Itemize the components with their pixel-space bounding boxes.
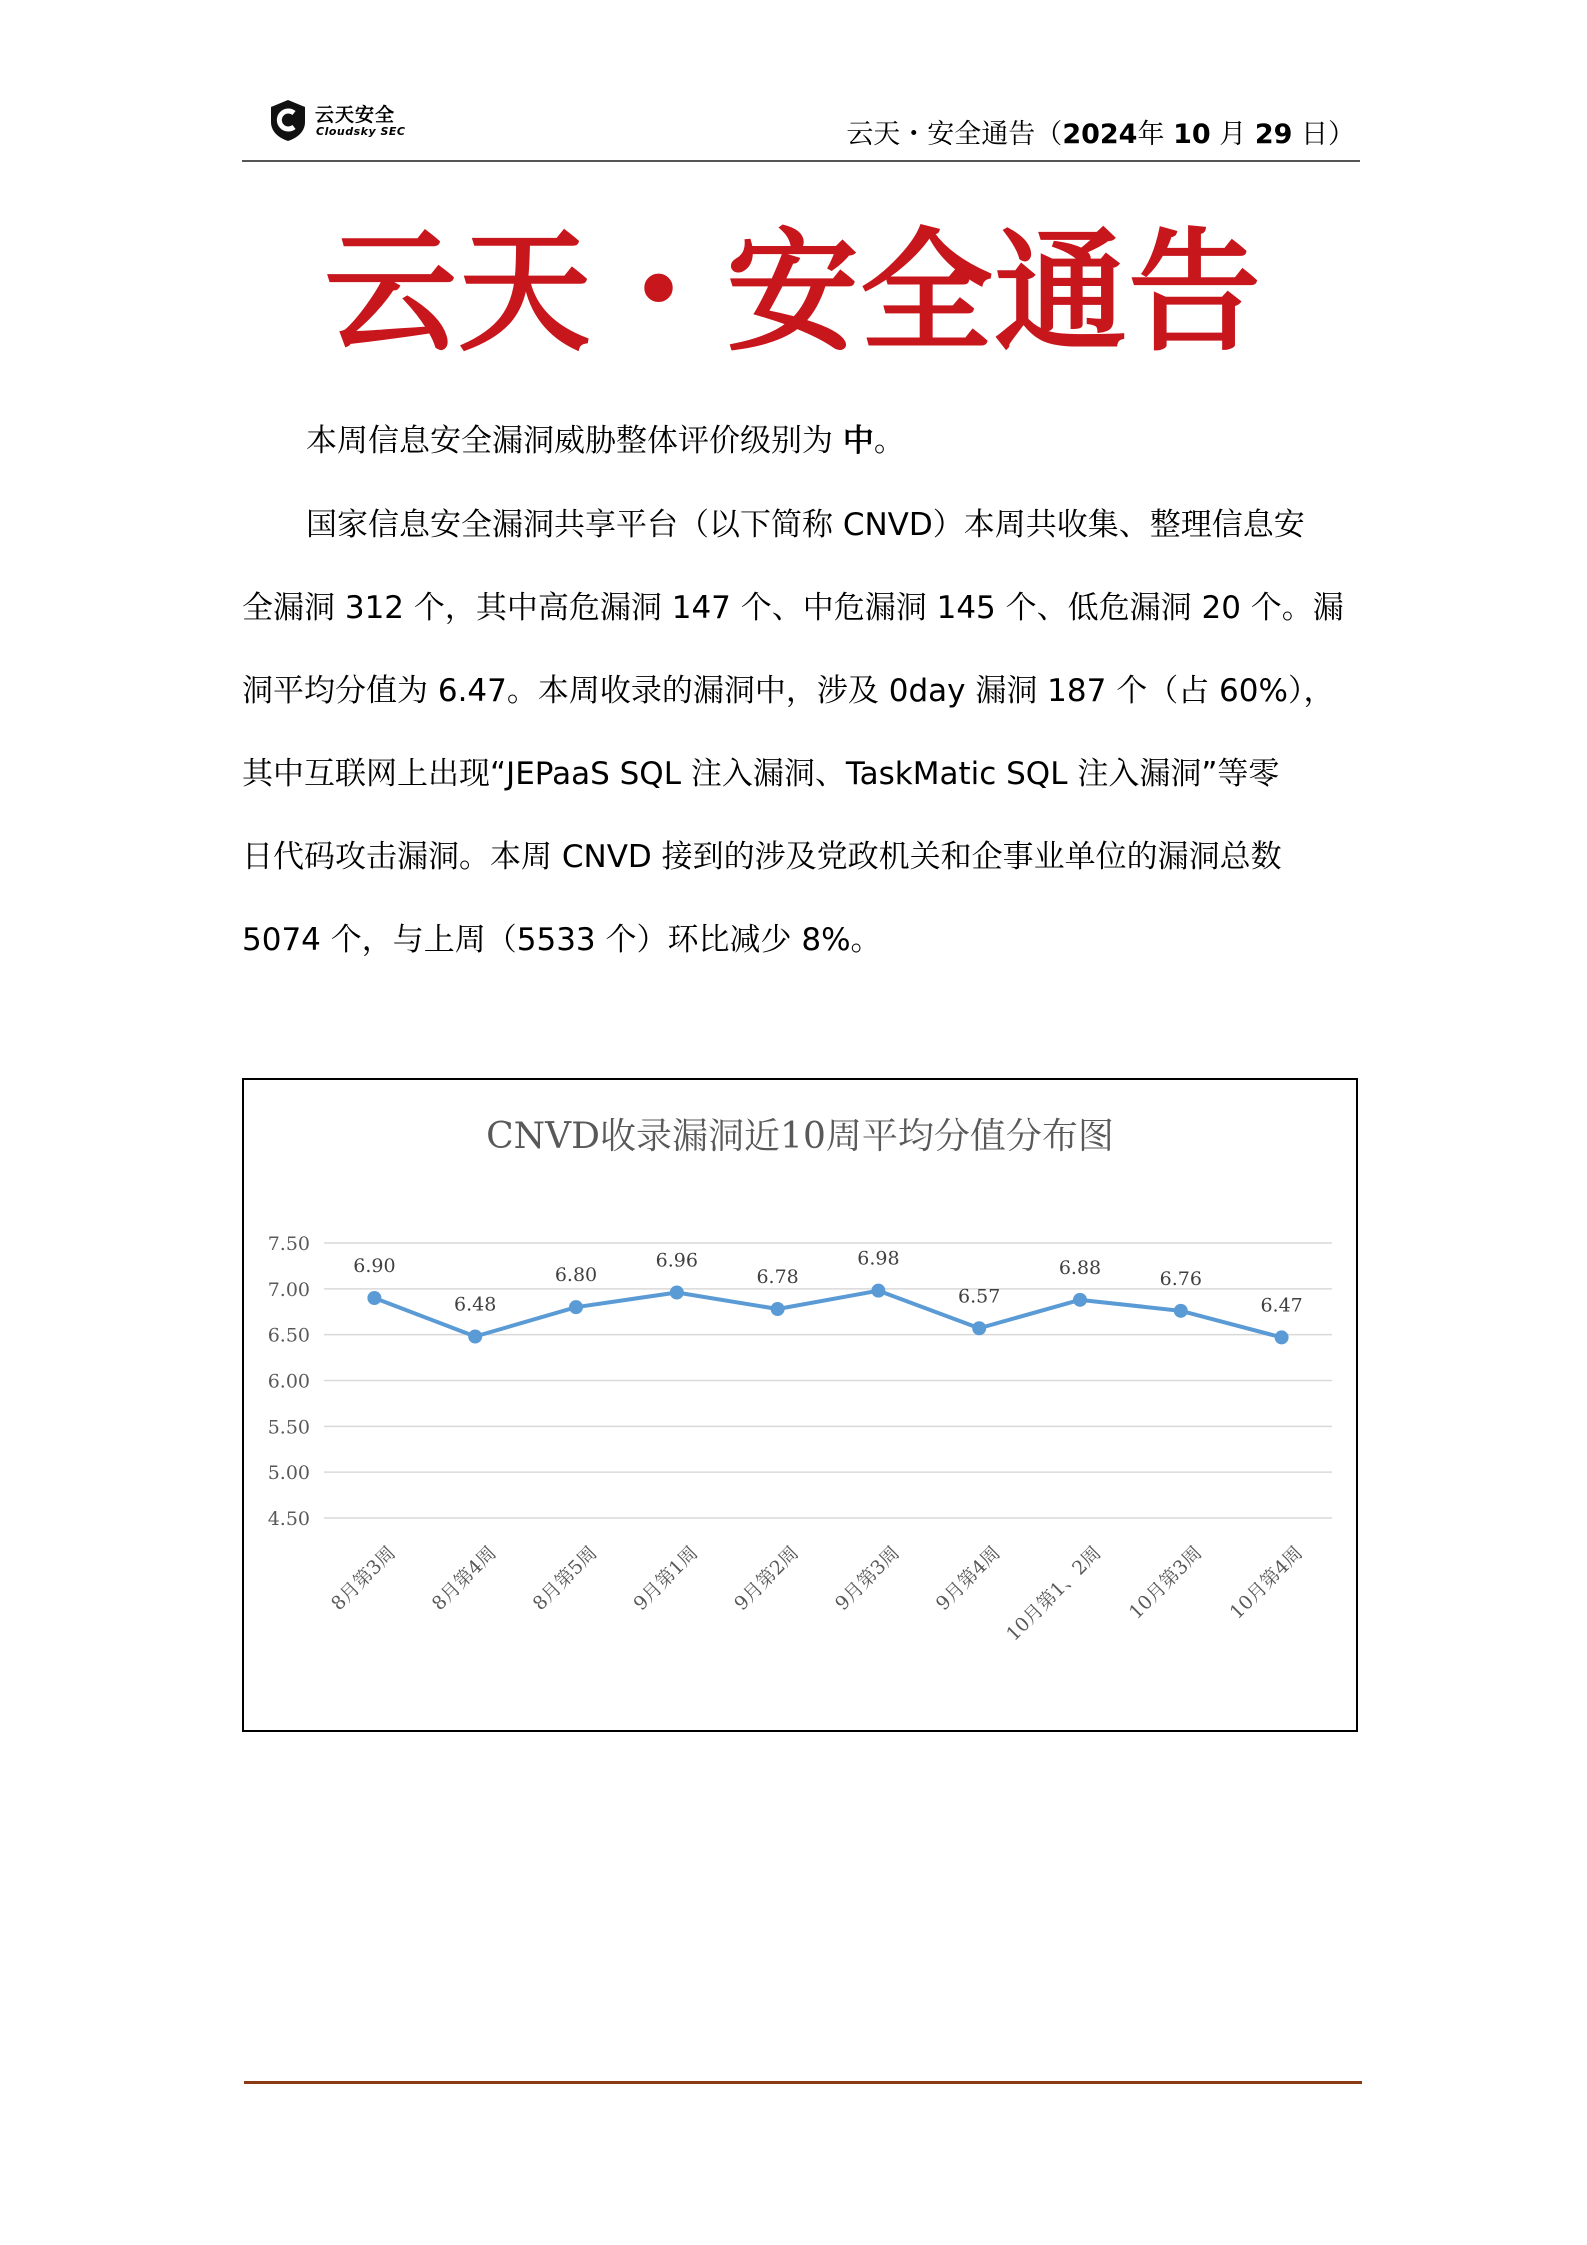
x-tick-label: 10月第4周: [1225, 1541, 1308, 1624]
line-chart: [242, 1078, 1358, 1732]
x-tick-label: 8月第4周: [427, 1541, 501, 1615]
data-label: 6.48: [454, 1293, 497, 1316]
data-label: 6.98: [857, 1247, 900, 1270]
y-tick-label: 7.50: [267, 1233, 310, 1255]
cloudsky-logo-icon: [268, 98, 308, 142]
chart-title: CNVD收录漏洞近10周平均分值分布图: [486, 1116, 1114, 1157]
chart-canvas: [244, 1080, 1356, 1730]
header-year-unit: 年: [1137, 119, 1165, 150]
header-month-unit: 月: [1219, 119, 1247, 150]
data-point: [771, 1302, 785, 1316]
header-title-prefix: 云天・安全通告（: [846, 119, 1063, 150]
body-line: [242, 484, 1342, 567]
body-line: 日代码攻击漏洞。本周 CNVD 接到的涉及党政机关和企事业单位的漏洞总数: [242, 839, 1282, 875]
body-line: 其中互联网上出现“JEPaaS SQL 注入漏洞、TaskMatic SQL 注入漏洞”等零: [242, 756, 1280, 792]
header-title: [846, 112, 1355, 151]
logo-text-cn: 云天安全: [315, 104, 396, 126]
x-tick-label: 8月第3周: [326, 1541, 400, 1615]
x-tick-label: 9月第2周: [730, 1541, 804, 1615]
x-tick-label: 9月第3周: [830, 1541, 904, 1615]
data-point: [871, 1284, 885, 1298]
footer-divider: [244, 2081, 1362, 2084]
header-divider: [242, 160, 1360, 162]
x-tick-label: 10月第1、2周: [1002, 1541, 1106, 1646]
data-label: 6.90: [353, 1255, 396, 1277]
x-tick-label: 10月第3周: [1124, 1541, 1207, 1624]
summary-text: 本周信息安全漏洞威胁整体评价级别为: [306, 423, 833, 459]
y-tick-label: 6.00: [267, 1370, 310, 1393]
x-tick-label: 9月第1周: [629, 1541, 703, 1615]
y-tick-label: 5.50: [267, 1416, 310, 1439]
data-label: 6.57: [958, 1285, 1001, 1308]
data-label: 6.88: [1058, 1256, 1102, 1279]
header-year: 2024: [1062, 119, 1138, 150]
data-label: 6.76: [1159, 1267, 1202, 1290]
threat-level-value: 中: [842, 423, 874, 459]
header-day-unit: 日）: [1301, 119, 1355, 150]
data-point: [670, 1286, 684, 1300]
data-point: [468, 1330, 482, 1344]
logo-text-en: Cloudsky SEC: [316, 125, 406, 138]
data-point: [367, 1291, 381, 1305]
header-day: 29: [1254, 119, 1293, 150]
logo: [268, 98, 468, 142]
data-label: 6.96: [655, 1249, 698, 1272]
data-point: [1073, 1293, 1087, 1307]
body-line: 5074 个，与上周（5533 个）环比减少 8%。: [242, 922, 882, 958]
threat-level-summary: [242, 400, 1342, 483]
body-paragraph: [242, 484, 1342, 982]
x-tick-label: 8月第5周: [528, 1541, 602, 1615]
body-line: 全漏洞 312 个，其中高危漏洞 147 个、中危漏洞 145 个、低危漏洞 20 个。漏: [242, 590, 1344, 626]
main-title: 云天・安全通告: [324, 215, 1263, 370]
data-point: [569, 1300, 583, 1314]
data-label: 6.47: [1260, 1294, 1303, 1317]
data-point: [972, 1321, 986, 1335]
x-tick-label: 9月第4周: [931, 1541, 1005, 1615]
y-tick-label: 6.50: [267, 1324, 310, 1347]
series-line: [374, 1291, 1281, 1338]
body-line: 洞平均分值为 6.47。本周收录的漏洞中，涉及 0day 漏洞 187 个（占 60%），: [242, 673, 1335, 709]
y-tick-label: 4.50: [267, 1508, 310, 1530]
y-tick-label: 5.00: [267, 1462, 310, 1485]
y-tick-label: 7.00: [267, 1278, 310, 1301]
data-label: 6.78: [756, 1266, 799, 1288]
data-point: [1174, 1304, 1188, 1318]
summary-end: 。: [873, 423, 905, 459]
data-point: [1275, 1330, 1289, 1344]
header-month: 10: [1173, 119, 1211, 150]
data-label: 6.80: [554, 1264, 598, 1287]
body-line-text: 国家信息安全漏洞共享平台（以下简称 CNVD）本周共收集、整理信息安: [306, 507, 1305, 543]
